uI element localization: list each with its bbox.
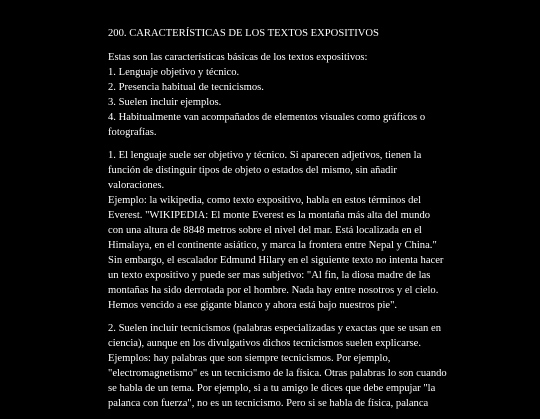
text-line: Everest. "WIKIPEDIA: El monte Everest es la montaña más alta del mundo [108, 210, 431, 221]
text-line: Estas son las características básicas de los textos expositivos: [108, 52, 368, 63]
text-line: palanca con fuerza", no es un tecnicismo. Pero si se habla de física, palanca [108, 398, 429, 409]
text-line: 1. Lenguaje objetivo y técnico. [108, 67, 240, 78]
document-body [108, 26, 447, 419]
paragraph-lenguaje [108, 148, 444, 313]
text-line: Ejemplos: hay palabras que son siempre tecnicismos. Por ejemplo, [108, 353, 391, 364]
text-line: 1. El lenguaje suele ser objetivo y técnico. Si aparecen adjetivos, tienen la [108, 150, 422, 161]
text-line: fotografías. [108, 127, 157, 138]
text-line: con una altura de 8848 metros sobre el nivel del mar. Está localizada en el [108, 225, 422, 236]
text-line: Sin embargo, el escalador Edmund Hilary en el siguiente texto no intenta hacer [108, 255, 444, 266]
text-line: se habla de un tema. Por ejemplo, si a tu amigo le dices que debe empujar "la [108, 383, 436, 394]
text-line: 4. Habitualmente van acompañados de elementos visuales como gráficos o [108, 112, 426, 123]
text-line: un texto expositivo y puede ser mas subjetivo: "Al fin, la diosa madre de las [108, 270, 431, 281]
text-line: "electromagnetismo" es un tecnicismo de la física. Otras palabras lo son cuando [108, 368, 447, 379]
text-line: 3. Suelen incluir ejemplos. [108, 97, 222, 108]
text-line: función de distinguir tipos de objeto o estados del mismo, sin añadir [108, 165, 397, 176]
text-line: montañas ha sido derrotada por el hombre. Nada hay entre nosotros y el cielo. [108, 285, 439, 296]
paragraph-tecnicismos [108, 321, 447, 411]
document-title: 200. CARACTERÍSTICAS DE LOS TEXTOS EXPOSITIVOS [108, 28, 379, 39]
text-line: Himalaya, en el continente asiático, y marca la frontera entre Nepal y China." [108, 240, 437, 251]
paragraph-summary [108, 50, 430, 140]
text-line: 2. Presencia habitual de tecnicismos. [108, 82, 264, 93]
text-line: ciencia), aunque en los divulgativos dichos tecnicismos suelen explicarse. [108, 338, 422, 349]
text-line: valoraciones. [108, 180, 165, 191]
text-line: Hemos vencido a ese gigante blanco y ahora está bajo nuestros pie". [108, 300, 398, 311]
text-line: 2. Suelen incluir tecnicismos (palabras especializadas y exactas que se usan en [108, 323, 441, 334]
text-line: Ejemplo: la wikipedia, como texto expositivo, habla en estos términos del [108, 195, 422, 206]
